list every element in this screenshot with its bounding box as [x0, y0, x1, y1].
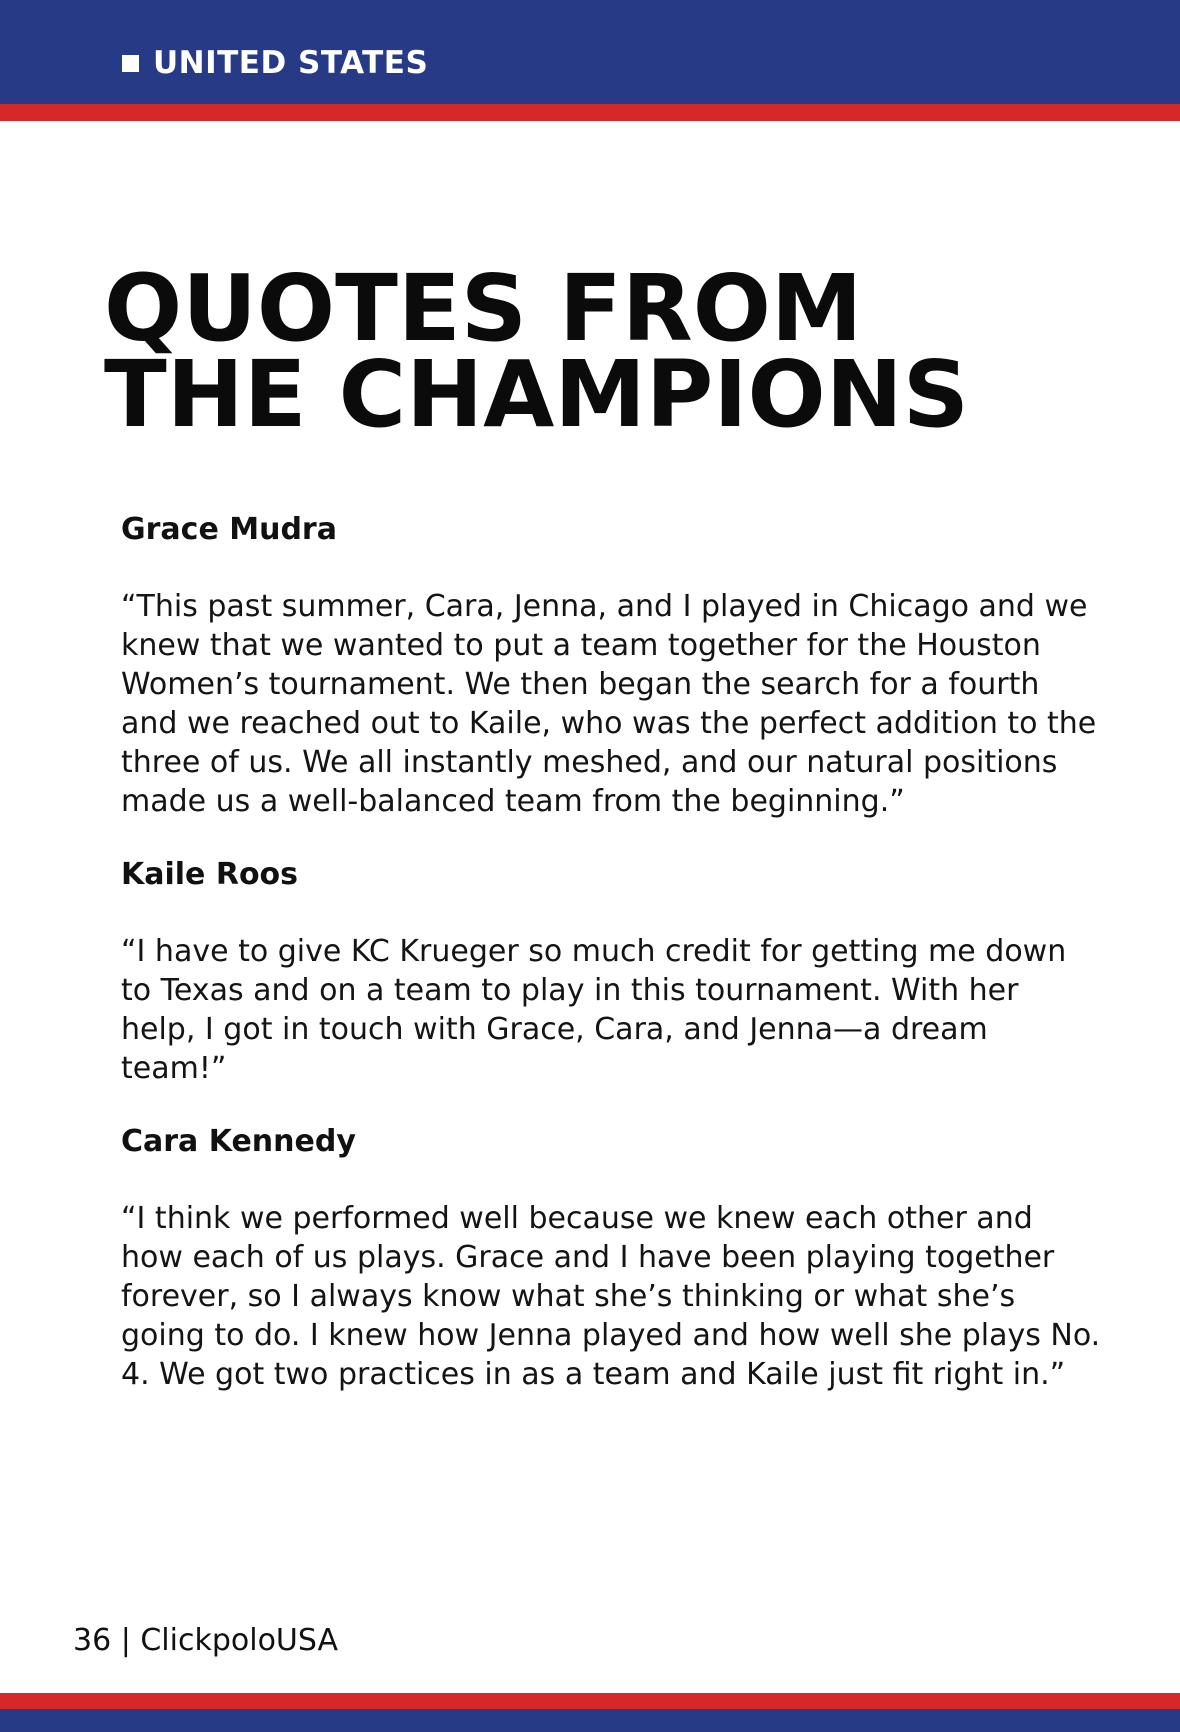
page-footer: 36 | ClickpoloUSA: [73, 1623, 339, 1658]
quote-block-grace-mudra: [121, 510, 1101, 821]
page-title-line-1: QUOTES FROM: [104, 255, 863, 362]
quote-text: “I think we performed well because we knew each other and how each of us plays. Grace and I have been playing together forever, so I always know what she’s thinking or what she’s going to do. I knew how Jenna played and how well she plays No. 4. We got two practices in as a team and Kaile just fit right in.”: [121, 1201, 1101, 1392]
page-title: [104, 255, 1104, 448]
speaker-name: Kaile Roos: [121, 857, 299, 892]
quote-text: “I have to give KC Krueger so much credit for getting me down to Texas and on a team to play in this tournament. With her help, I got in touch with Grace, Cara, and Jenna—a dream team!”: [121, 934, 1067, 1086]
footer-red-stripe: [0, 1693, 1180, 1709]
quote-text: “This past summer, Cara, Jenna, and I played in Chicago and we knew that we wanted to put a team together for the Houston Women’s tournament. We then began the search for a fourth and we reached out to Kaile, who was the perfect addition to the three of us. We all instantly meshed, and our natural positions made us a well-balanced team from the beginning.”: [121, 589, 1097, 819]
square-bullet-icon: [122, 55, 139, 72]
footer-band: [0, 1709, 1180, 1732]
header-red-stripe: [0, 104, 1180, 121]
quote-block-kaile-roos: [121, 855, 1101, 1088]
page-title-line-2: THE CHAMPIONS: [104, 341, 970, 448]
section-label: UNITED STATES: [153, 45, 429, 81]
quotes-list: [121, 510, 1101, 1394]
section-tag: [122, 45, 429, 81]
speaker-name: Cara Kennedy: [121, 1124, 356, 1159]
quote-block-cara-kennedy: [121, 1122, 1101, 1394]
speaker-name: Grace Mudra: [121, 512, 337, 547]
